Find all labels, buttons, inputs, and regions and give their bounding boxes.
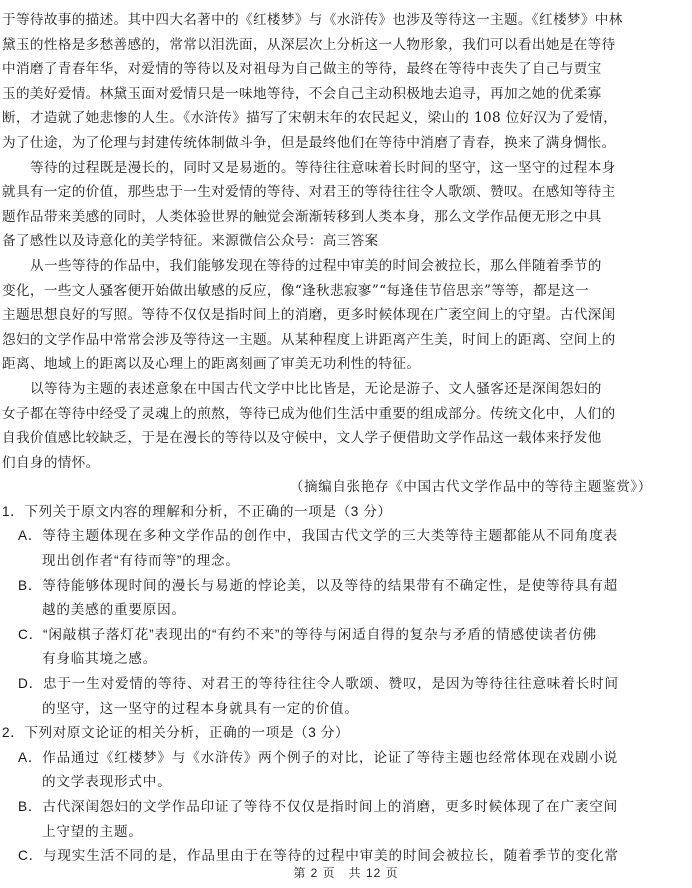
passage-line: 以等待为主题的表述意象在中国古代文学中比比皆是，无论是游子、文人骚客还是深闺怨妇的 [30,380,602,397]
passage-line: 黛玉的性格是多愁善感的，常常以泪洗面，从深层次上分析这一人物形象，我们可以看出她是在等待 [2,36,616,53]
option-line: 有身临其境之感。 [42,651,158,667]
option-line: 现出创作者“有待而等”的理念。 [42,553,240,569]
question-stem: 2．下列对原文论证的相关分析，正确的一项是（3 分） [2,725,350,741]
passage-line: 等待的过程既是漫长的，同时又是易逝的。等待往往意味着长时间的坚守，这一坚守的过程本身 [30,159,616,176]
passage-line: 们自身的情怀。 [2,454,100,471]
option-line: B．等待能够体现时间的漫长与易逝的悖论美，以及等待的结果带有不确定性，是使等待具有超 [18,577,619,593]
option-line: C．与现实生活不同的是，作品里由于在等待的过程中审美的时间会被拉长，随着季节的变化常 [18,848,619,864]
option-line: 上守望的主题。 [42,823,143,839]
option-line: B．古代深闺怨妇的文学作品印证了等待不仅仅是指时间上的消磨，更多时候体现了在广袤空间 [18,799,619,814]
content-block [0,8,692,869]
option-line: 越的美感的重要原因。 [42,602,186,618]
passage-line: 中消磨了青春年华，对爱情的等待以及对祖母为自己做主的等待，最终在等待中丧失了自己与贾宝 [2,61,602,78]
passage-line: 距离、地域上的距离以及心理上的距离刻画了审美无功利性的特征。 [2,356,421,373]
passage-line: 玉的美好爱情。林黛玉面对爱情只是一味地等待，不会自己主动积极地去追寻，再加之她的优柔寡 [2,85,602,102]
passage-line: 于等待故事的描述。其中四大名著中的《红楼梦》与《水浒传》也涉及等待这一主题。《红楼梦》中林 [2,12,623,28]
option-line: A．等待主题体现在多种文学作品的创作中，我国古代文学的三大类等待主题都能从不同角度表 [18,528,619,544]
option-line: 的坚守，这一坚守的过程本身就具有一定的价值。 [42,700,359,716]
passage-line: 主题思想良好的写照。等待不仅仅是指时间上的消磨，更多时候体现在广袤空间上的守望。古代深闺 [2,307,616,324]
passage-line: 女子都在等待中经受了灵魂上的煎熬，等待已成为他们生活中重要的组成部分。传统文化中，人们的 [2,405,616,422]
page-footer: 第 2 页 共 12 页 [293,866,399,880]
option-line: D．忠于一生对爱情的等待、对君王的等待往往令人歌颂、赞叹，是因为等待往往意味着长时间 [18,676,619,692]
passage-line: 从一些等待的作品中，我们能够发现在等待的过程中审美的时间会被拉长，那么伴随着季节的 [30,257,602,274]
passage-line: 怨妇的文学作品中常常会涉及等待这一主题。从某种程度上讲距离产生美，时间上的距离、空间上的 [2,331,616,348]
question-stem: 1．下列关于原文内容的理解和分析，不正确的一项是（3 分） [2,503,392,519]
passage-line: 题作品带来美感的同时，人类体验世界的触觉会渐渐转移到人类本身，那么文学作品便无形之中具 [2,208,602,225]
passage-line: 变化，一些文人骚客便开始做出敏感的反应，像“逢秋悲寂寥”“每逢佳节倍思亲”等等，都是这一 [2,282,589,299]
passage-line: 备了感性以及诗意化的美学特征。来源微信公众号：高三答案 [2,233,379,250]
passage-line: 为了仕途，为了伦理与封建传统体制做斗争，但是最终他们在等待中消磨了青春，换来了满身惆怅。 [2,134,616,151]
passage-line: 自我价值感比较缺乏，于是在漫长的等待以及守候中，文人学子便借助文学作品这一载体来抒发他 [2,430,602,447]
passage-source: （摘编自张艳存《中国古代文学作品中的等待主题鉴赏》） [289,479,652,495]
option-line: A．作品通过《红楼梦》与《水浒传》两个例子的对比，论证了等待主题也经常体现在戏剧小说 [18,749,619,765]
passage-line: 断，才造就了她悲惨的人生。《水浒传》描写了宋朝末年的农民起义，梁山的 108 位好汉为了爱情， [2,110,618,127]
option-line: 的文学表现形式中。 [42,774,172,790]
option-line: C．“闲敲棋子落灯花”表现出的“有约不来”的等待与闲适自得的复杂与矛盾的情感使读者仿佛 [18,626,597,642]
passage-line: 就具有一定的价值，那些忠于一生对爱情的等待、对君王的等待往往令人歌颂、赞叹。在感知等待主 [2,184,616,201]
